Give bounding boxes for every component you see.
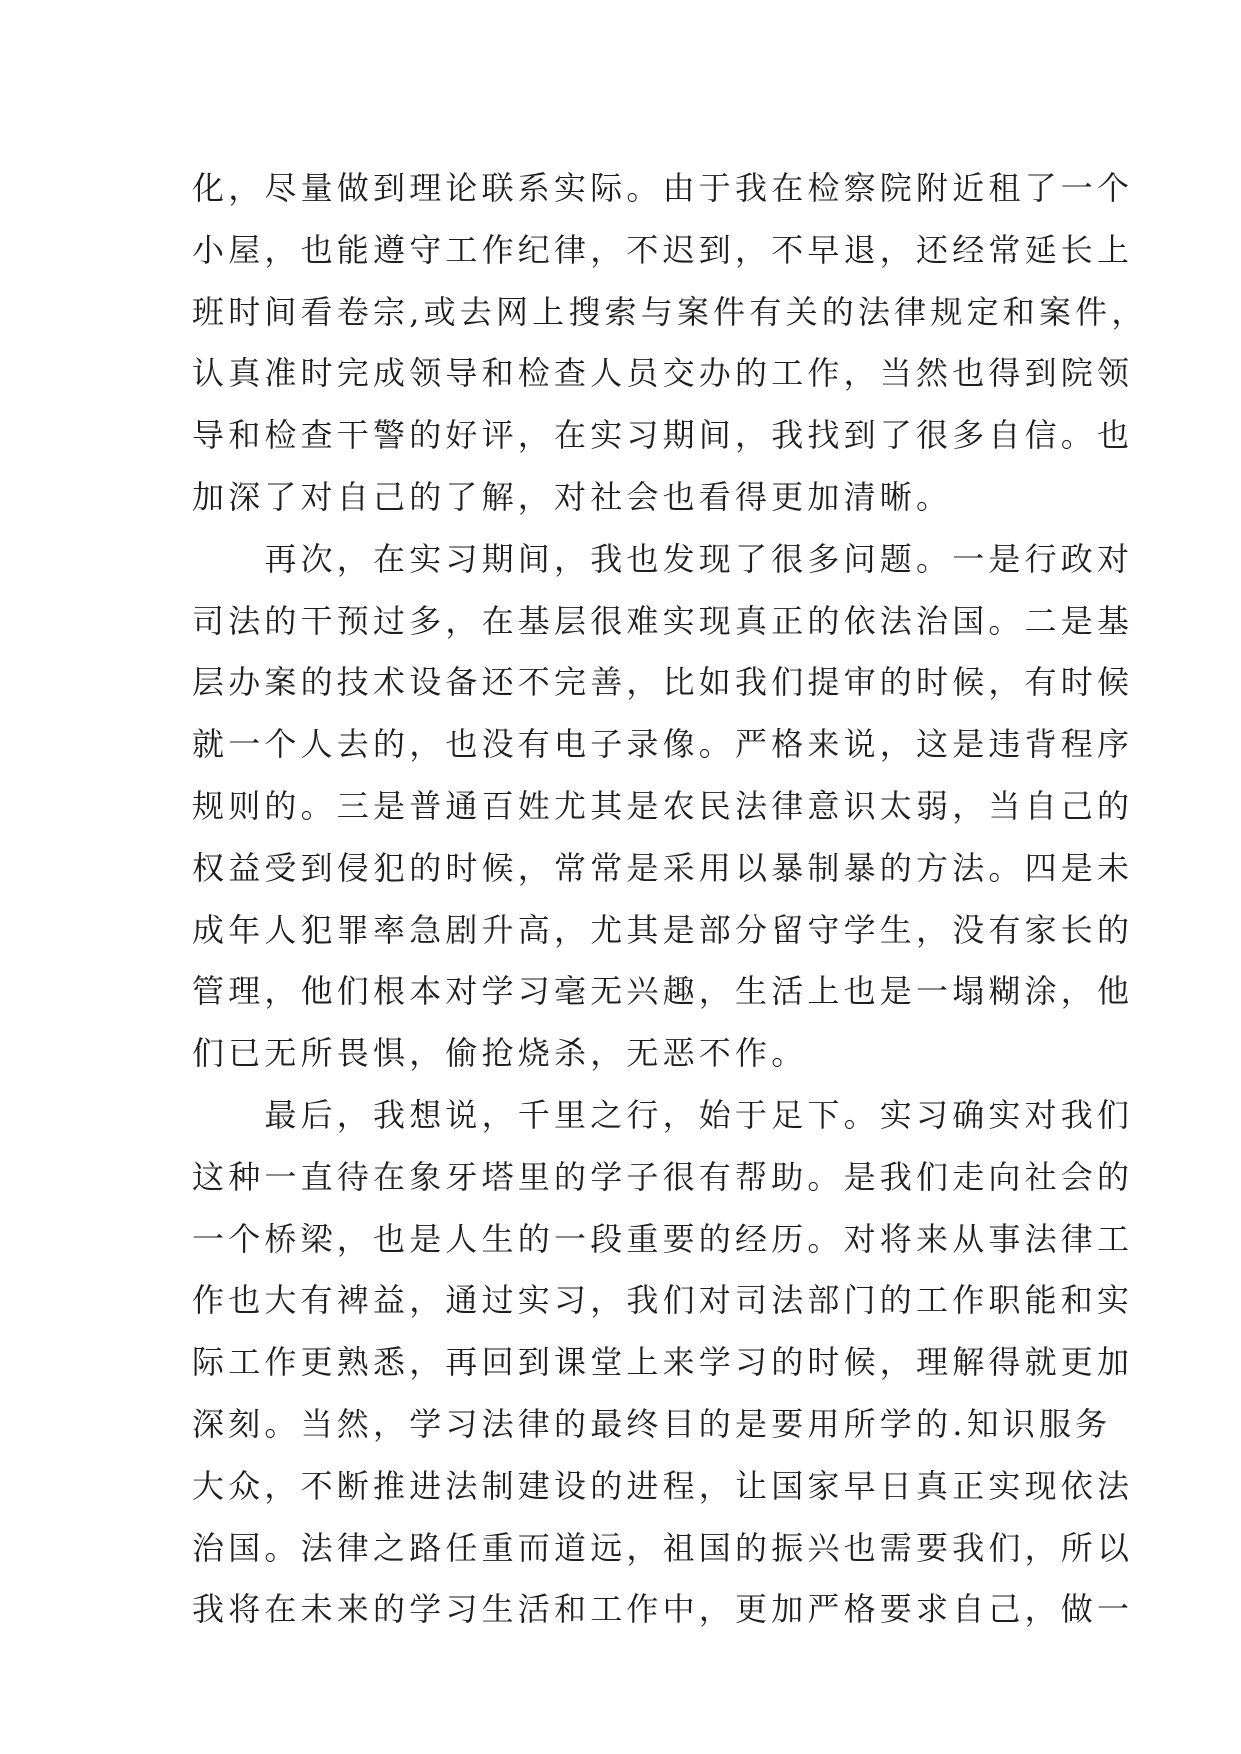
text-line: 规则的。三是普通百姓尤其是农民法律意识太弱，当自己的: [192, 786, 1134, 825]
text-line: 深刻。当然，学习法律的最终目的是要用所学的.知识服务: [192, 1404, 1112, 1443]
text-line: 化，尽量做到理论联系实际。由于我在检察院附近租了一个: [192, 169, 1134, 207]
text-line: 这种一直待在象牙塔里的学子很有帮助。是我们走向社会的: [192, 1157, 1134, 1196]
text-line: 认真准时完成领导和检查人员交办的工作，当然也得到院领: [192, 354, 1134, 393]
text-line: 一个桥梁，也是人生的一段重要的经历。对将来从事法律工: [192, 1219, 1134, 1258]
text-line: 治国。法律之路任重而道远，祖国的振兴也需要我们，所以: [192, 1528, 1134, 1567]
text-line: 小屋，也能遵守工作纪律，不迟到，不早退，还经常延长上: [192, 230, 1134, 269]
text-line: 际工作更熟悉，再回到课堂上来学习的时候，理解得就更加: [192, 1343, 1134, 1382]
text-line: 导和检查干警的好评，在实习期间，我找到了很多自信。也: [192, 416, 1134, 455]
body-text: [192, 158, 1148, 1641]
text-line: 作也大有裨益，通过实习，我们对司法部门的工作职能和实: [192, 1281, 1134, 1320]
text-line: 管理，他们根本对学习毫无兴趣，生活上也是一塌糊涂，他: [192, 972, 1134, 1011]
text-line: 就一个人去的，也没有电子录像。严格来说，这是违背程序: [192, 725, 1134, 764]
text-line: 班时间看卷宗,或去网上搜索与案件有关的法律规定和案件，: [192, 292, 1148, 331]
text-line: 层办案的技术设备还不完善，比如我们提审的时候，有时候: [192, 663, 1134, 702]
text-line: 加深了对自己的了解，对社会也看得更加清晰。: [192, 477, 953, 516]
text-line: 们已无所畏惧，偷抢烧杀，无恶不作。: [192, 1034, 808, 1073]
paragraph-start-line: 最后，我想说，千里之行，始于足下。实习确实对我们: [192, 1095, 1134, 1134]
text-line: 权益受到侵犯的时候，常常是采用以暴制暴的方法。四是未: [192, 848, 1134, 887]
paragraph-start-line: 再次，在实习期间，我也发现了很多问题。一是行政对: [192, 539, 1134, 578]
text-line: 司法的干预过多，在基层很难实现真正的依法治国。二是基: [192, 601, 1134, 640]
text-line: 成年人犯罪率急剧升高，尤其是部分留守学生，没有家长的: [192, 910, 1134, 949]
text-line: 我将在未来的学习生活和工作中，更加严格要求自己，做一: [192, 1590, 1134, 1629]
text-line: 大众，不断推进法制建设的进程，让国家早日真正实现依法: [192, 1466, 1134, 1505]
